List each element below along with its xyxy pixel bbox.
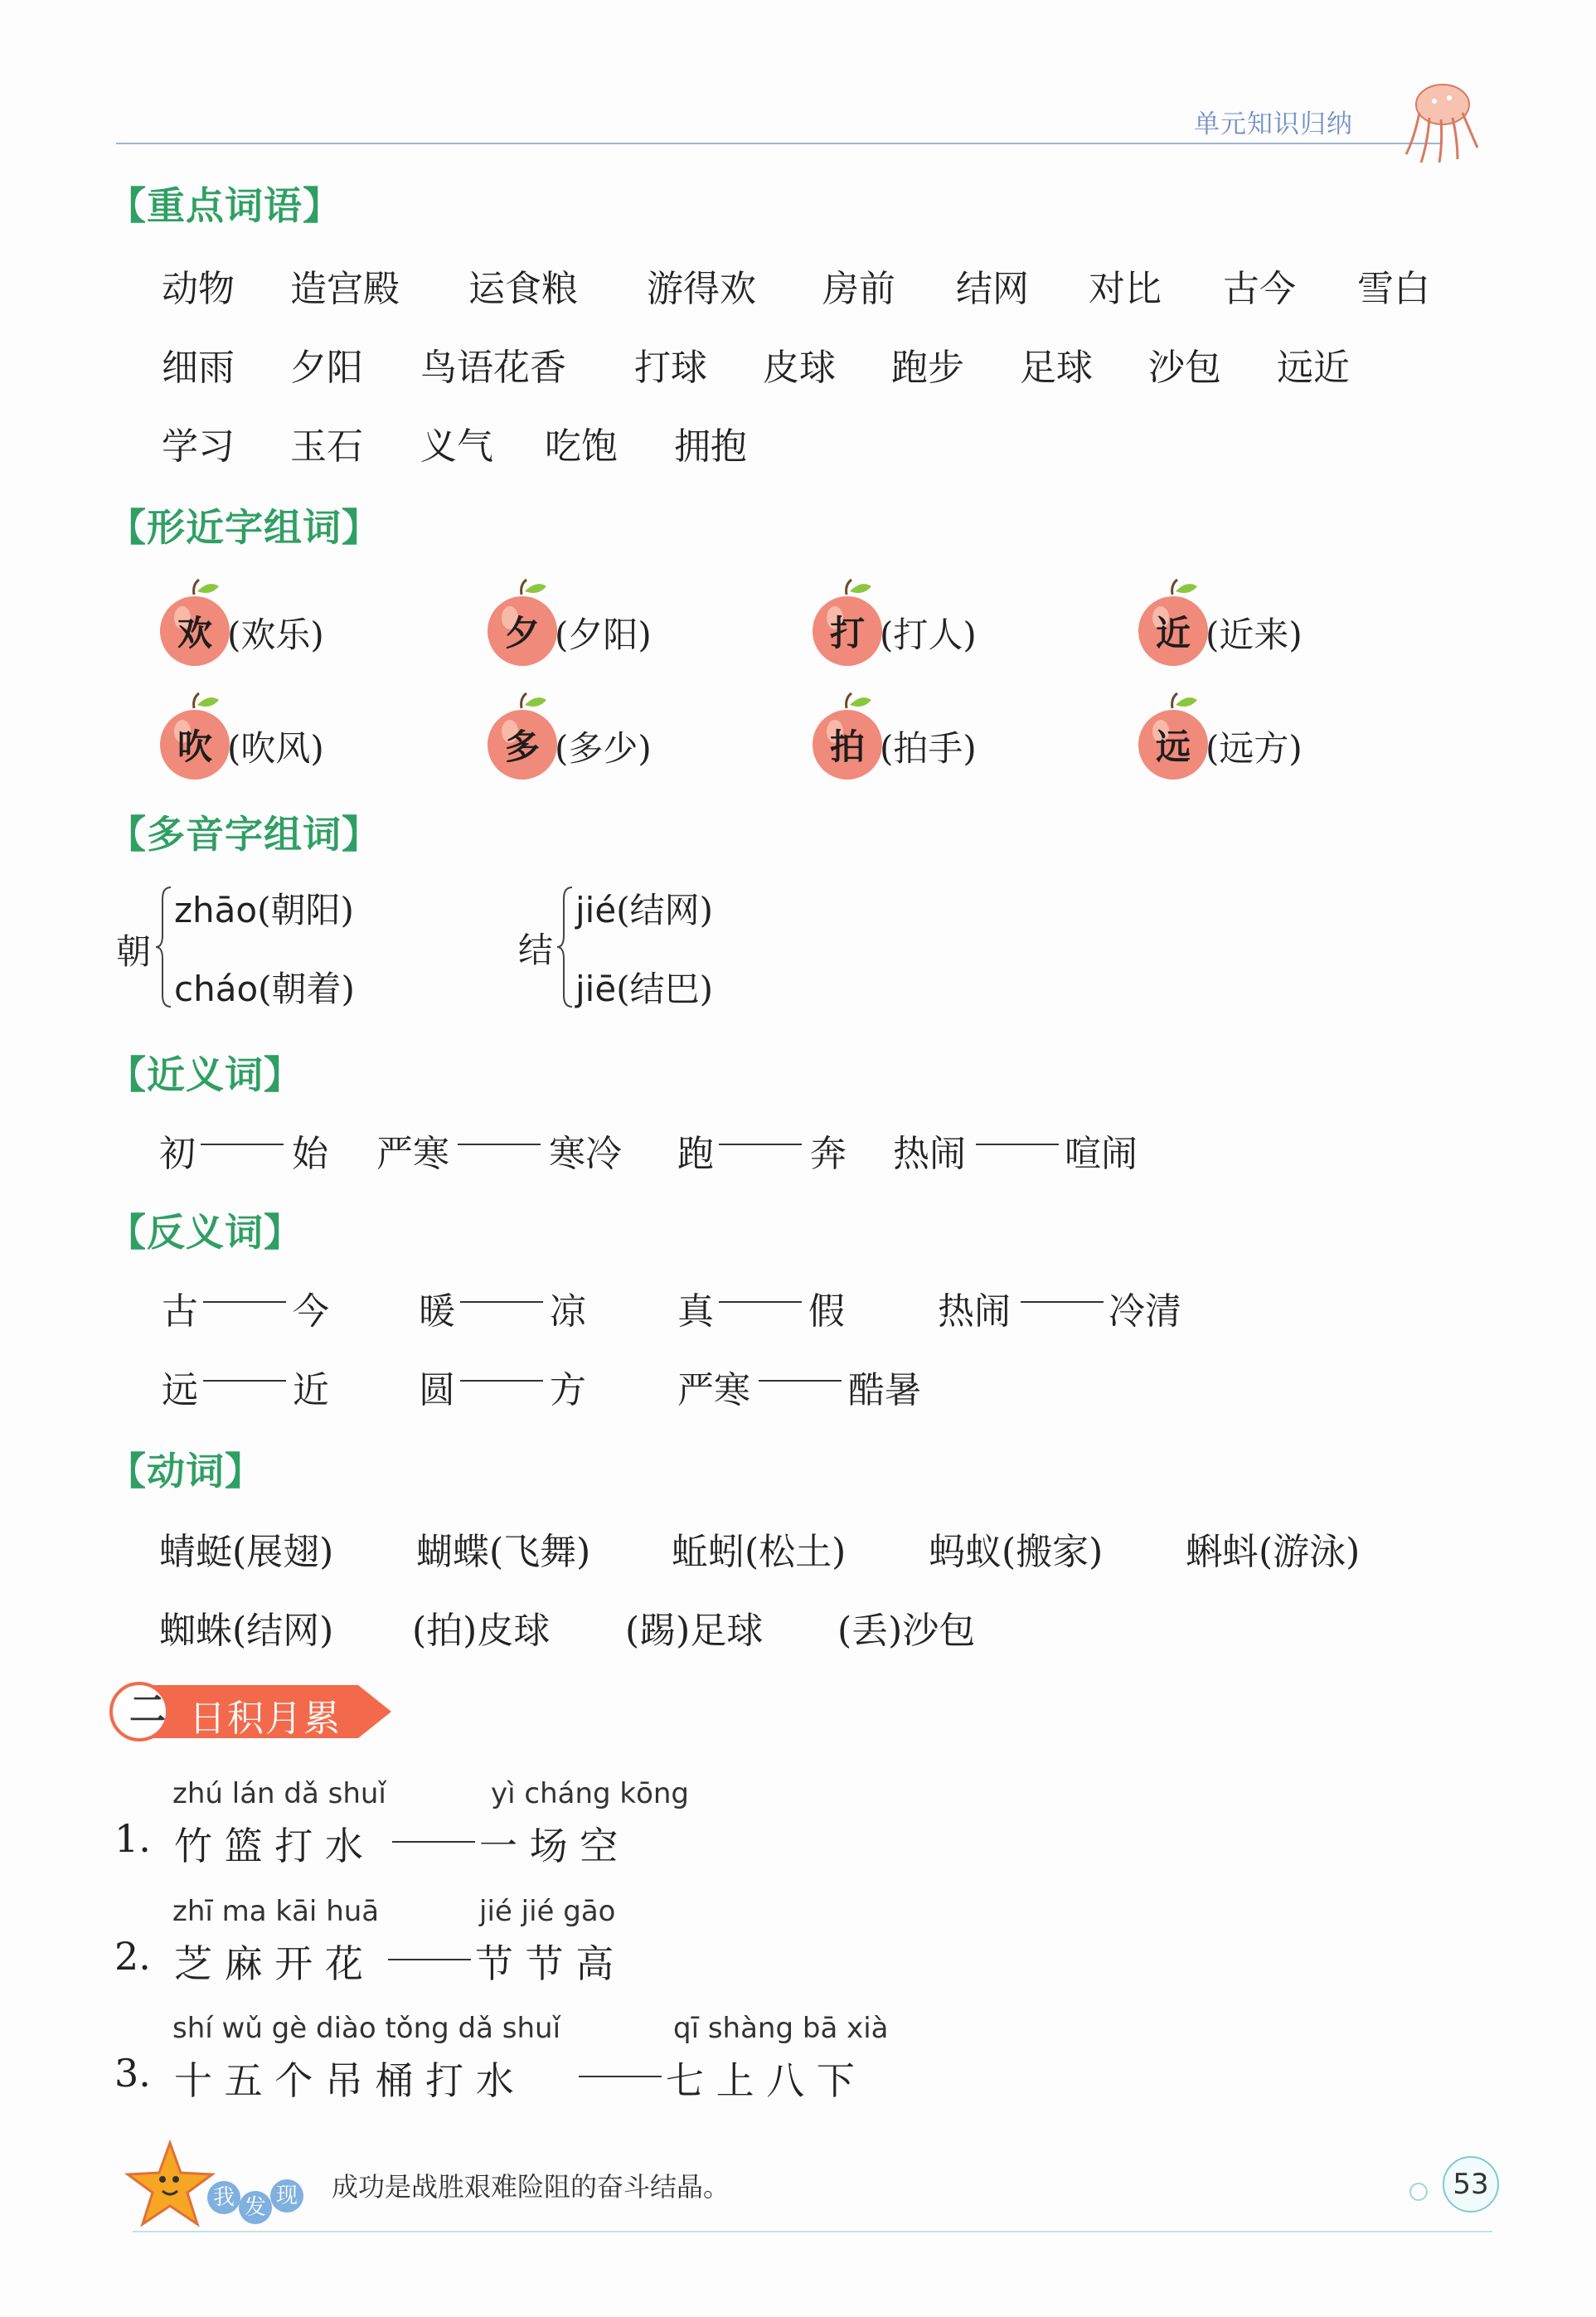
word: 冷清 — [1108, 1290, 1181, 1333]
word: 古 — [162, 1290, 198, 1333]
word: 游得欢 — [647, 268, 756, 310]
apple-word: (欢乐) — [227, 614, 324, 655]
word: 拥抱 — [674, 425, 747, 468]
word: 远近 — [1277, 347, 1350, 389]
dash — [201, 1144, 284, 1145]
footer-divider — [133, 2231, 1492, 2232]
saying-number: 2. — [114, 1934, 151, 1979]
pinyin: cháo — [174, 969, 259, 1009]
dash — [719, 1301, 802, 1303]
footer-motto: 成功是战胜艰难险阻的奋斗结晶。 — [332, 2171, 730, 2203]
word: 蚂蚁(搬家) — [929, 1531, 1104, 1573]
similar-char-item — [808, 576, 1123, 668]
word: 动物 — [162, 268, 235, 310]
word: 热闹 — [938, 1290, 1011, 1333]
section-title-antonyms: 【反义词】 — [108, 1210, 303, 1255]
word: 今 — [293, 1290, 329, 1333]
word: 喧闹 — [1065, 1133, 1138, 1175]
similar-char-item — [1134, 690, 1449, 781]
pinyin: zhāo — [174, 890, 258, 930]
word: 夕阳 — [290, 347, 363, 389]
dash — [458, 1144, 541, 1145]
word: 跑 — [677, 1133, 714, 1175]
similar-char-item — [483, 576, 798, 668]
word: 运食粮 — [468, 268, 578, 310]
word: 严寒 — [376, 1133, 449, 1175]
saying-text: 芝 麻 开 花 — [174, 1941, 363, 1986]
word: 始 — [292, 1133, 328, 1175]
saying-1 — [114, 1816, 619, 1868]
word: 近 — [293, 1369, 329, 1411]
dash — [976, 1144, 1059, 1145]
saying-text: 节 节 高 — [475, 1941, 614, 1986]
word: 沙包 — [1148, 347, 1221, 389]
saying-3 — [114, 2051, 855, 2103]
apple-word: (远方) — [1205, 728, 1303, 769]
word: 跑步 — [891, 347, 964, 389]
word: 蜻蜓(展翅) — [159, 1531, 334, 1573]
word: 热闹 — [893, 1133, 966, 1175]
apple-word: (吹风) — [227, 728, 324, 769]
word: 雪白 — [1357, 268, 1430, 310]
saying-text: 七 上 八 下 — [666, 2058, 855, 2103]
discovery-bubble: 发 — [239, 2191, 272, 2224]
word: (丢)沙包 — [837, 1610, 976, 1652]
jellyfish-icon — [1401, 80, 1481, 166]
saying-text: 竹 篮 打 水 — [174, 1824, 363, 1868]
similar-char-item — [808, 690, 1123, 781]
dash — [203, 1380, 286, 1382]
saying-pinyin: qī shàng bā xià — [673, 2012, 889, 2045]
section-title-polyphonic: 【多音字组词】 — [108, 812, 381, 857]
word: 酷暑 — [848, 1369, 921, 1411]
word: 结网 — [956, 268, 1029, 310]
polyphonic-reading — [174, 962, 355, 1012]
dash — [388, 1959, 471, 1960]
decor-circle — [1409, 2183, 1428, 2201]
section-title-synonyms: 【近义词】 — [108, 1052, 303, 1097]
word: 蝌蚪(游泳) — [1186, 1531, 1361, 1573]
polyphonic-reading — [174, 883, 354, 933]
word: 细雨 — [162, 347, 235, 389]
dash — [759, 1380, 842, 1382]
header-divider — [116, 143, 1443, 144]
word: 凉 — [550, 1290, 586, 1333]
word: 对比 — [1089, 268, 1162, 310]
word: 吃饱 — [545, 425, 618, 468]
word: 寒冷 — [549, 1133, 622, 1175]
page-header-title: 单元知识归纳 — [1194, 109, 1353, 139]
apple-word: (打人) — [880, 614, 977, 655]
apple-char: 打 — [829, 613, 865, 653]
banner-number: 二 — [129, 1688, 166, 1731]
word: 暖 — [419, 1290, 455, 1333]
polyphonic-char: 朝 — [116, 931, 152, 972]
pinyin: jié — [575, 890, 617, 930]
dash — [392, 1841, 475, 1843]
word: 蝴蝶(飞舞) — [416, 1531, 591, 1573]
word: 学习 — [162, 425, 235, 468]
apple-word: (近来) — [1205, 614, 1303, 655]
word: 奔 — [810, 1133, 847, 1175]
saying-text: 一 场 空 — [479, 1824, 619, 1868]
apple-char: 吹 — [177, 726, 212, 767]
saying-2 — [114, 1934, 614, 1986]
word: (朝阳) — [257, 890, 354, 930]
polyphonic-reading — [575, 883, 713, 933]
similar-char-item — [156, 576, 471, 668]
word: 圆 — [419, 1369, 455, 1411]
word: (结巴) — [616, 969, 713, 1009]
apple-word: (夕阳) — [555, 614, 652, 655]
apple-char: 欢 — [177, 613, 212, 653]
dash — [460, 1380, 543, 1382]
apple-char: 近 — [1155, 613, 1191, 653]
similar-char-item — [1134, 576, 1449, 668]
apple-char: 夕 — [504, 613, 540, 653]
word: 古今 — [1223, 268, 1296, 310]
word: 足球 — [1020, 347, 1093, 389]
word: 玉石 — [290, 425, 363, 468]
dash — [719, 1144, 802, 1145]
similar-char-item — [483, 690, 798, 781]
discovery-bubble: 现 — [270, 2179, 303, 2213]
word: 蚯蚓(松土) — [672, 1531, 847, 1573]
word: 打球 — [634, 347, 707, 389]
similar-char-item — [156, 690, 471, 781]
word: 造宫殿 — [290, 268, 400, 310]
section-title-verbs: 【动词】 — [108, 1449, 264, 1494]
word: 严寒 — [677, 1369, 750, 1411]
section-title-similar-chars: 【形近字组词】 — [108, 505, 381, 550]
brace-icon — [156, 886, 172, 1010]
apple-char: 远 — [1155, 726, 1191, 767]
word: 远 — [162, 1369, 198, 1411]
dash — [203, 1301, 286, 1303]
brace-icon — [557, 886, 574, 1010]
pinyin: jiē — [575, 969, 617, 1009]
word: 初 — [159, 1133, 196, 1175]
word: 房前 — [822, 268, 895, 310]
saying-number: 1. — [114, 1816, 151, 1861]
apple-word: (拍手) — [880, 728, 977, 769]
polyphonic-reading — [575, 962, 713, 1012]
word: (踢)足球 — [625, 1610, 764, 1652]
apple-char: 拍 — [829, 726, 865, 767]
dash — [579, 2076, 662, 2077]
word: (拍)皮球 — [412, 1610, 551, 1652]
dash — [460, 1301, 543, 1303]
saying-number: 3. — [114, 2051, 151, 2096]
section-title-key-words: 【重点词语】 — [108, 183, 342, 228]
discovery-bubble: 我 — [207, 2181, 240, 2214]
apple-char: 多 — [504, 726, 540, 767]
word: 鸟语花香 — [420, 347, 566, 389]
word: (朝着) — [258, 969, 355, 1009]
saying-pinyin: shí wǔ gè diào tǒng dǎ shuǐ — [172, 2012, 561, 2045]
apple-word: (多少) — [555, 728, 652, 769]
saying-text: 十 五 个 吊 桶 打 水 — [174, 2058, 514, 2103]
banner-title: 日积月累 — [189, 1698, 342, 1740]
polyphonic-char: 结 — [518, 930, 554, 970]
word: 义气 — [420, 425, 493, 468]
saying-pinyin: yì cháng kōng — [491, 1777, 690, 1810]
starfish-icon — [124, 2140, 216, 2231]
word: 皮球 — [763, 347, 836, 389]
saying-pinyin: zhú lán dǎ shuǐ — [172, 1777, 386, 1810]
saying-pinyin: jié jié gāo — [479, 1895, 616, 1928]
dash — [1021, 1301, 1104, 1303]
word: (结网) — [616, 890, 713, 930]
word: 真 — [677, 1290, 714, 1333]
saying-pinyin: zhī ma kāi huā — [172, 1895, 380, 1928]
page-number: 53 — [1443, 2156, 1499, 2213]
word: 假 — [808, 1290, 845, 1333]
word: 方 — [550, 1369, 586, 1411]
word: 蜘蛛(结网) — [159, 1610, 334, 1652]
